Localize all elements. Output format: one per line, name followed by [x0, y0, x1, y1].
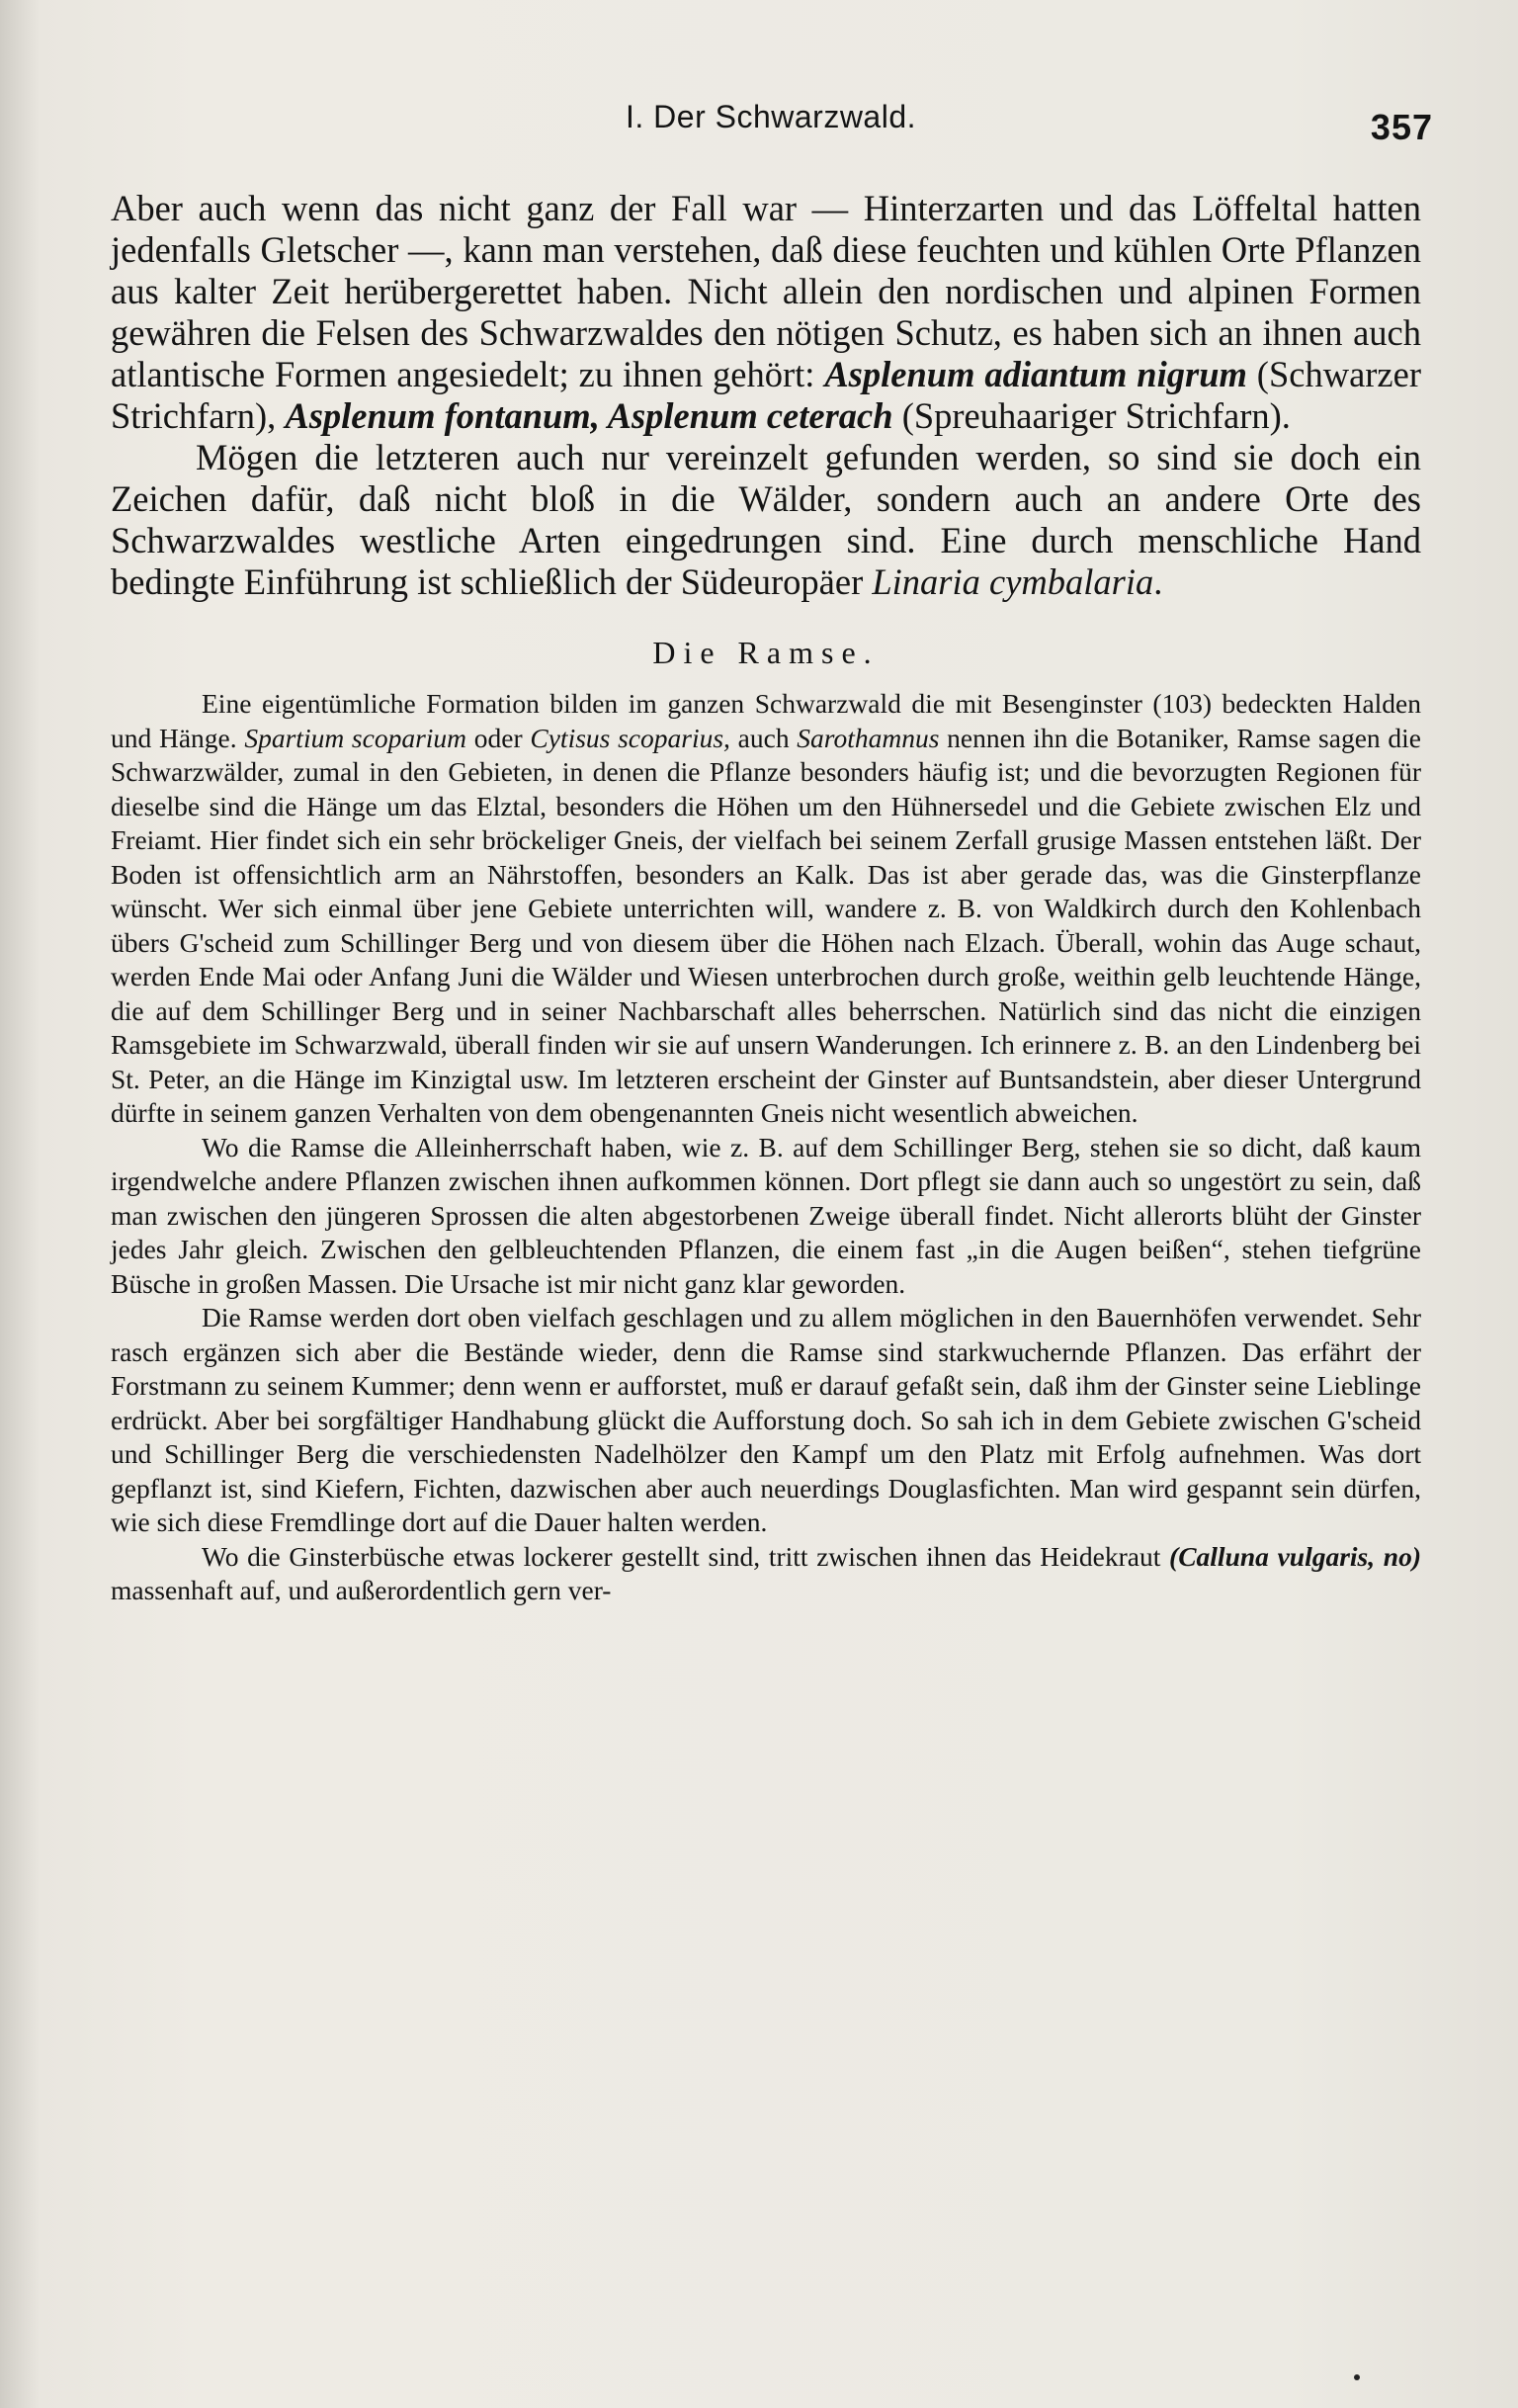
species-name: Spartium scoparium [244, 722, 467, 753]
paragraph [111, 1540, 1421, 1608]
species-name: (Calluna vulgaris, no) [1169, 1540, 1421, 1572]
section-heading: Die Ramse. [652, 635, 880, 670]
paragraph [111, 687, 1421, 1131]
paragraph: Wo die Ramse die Alleinherrschaft haben, wie z. B. auf dem Schillinger Berg, stehen sie so dicht, daß kaum irgendwelche andere Pflanzen zwischen ihnen aufkommen können. Dort pflegt sie dann auch so ungestört zu sein, daß man zwischen den jüngeren Sprossen die alten abgestorbenen Zweige überall findet. Nicht allerorts blüht der Ginster jedes Jahr gleich. Zwischen den gelbleuchtenden Pflanzen, die einem fast „in die Augen beißen“, stehen tiefgrüne Büsche in großen Massen. Die Ursache ist mir nicht ganz klar geworden. [111, 1131, 1421, 1299]
text-run: Aber auch wenn das nicht ganz der Fall war — Hinterzarten und das Löffeltal hatten jedenfalls Gletscher —, kann man verstehen, daß diese feuchten und kühlen Orte Pflanzen aus kalter Zeit herübergerettet haben. Nicht allein den nordischen und alpinen Formen gewähren die Felsen des Schwarzwaldes den nötigen Schutz, es haben sich an ihnen auch atlantische Formen angesiedelt; zu ihnen gehört: [111, 188, 1421, 394]
paragraph [111, 437, 1421, 603]
text-run: Eine eigentümliche Formation bilden im ganzen Schwarzwald die mit Besenginster (103) bedeckten Halden und Hänge. [111, 688, 1421, 753]
running-title: I. Der Schwarzwald. [625, 99, 917, 134]
text-run: auch [729, 722, 798, 753]
paragraph [111, 188, 1421, 437]
large-type-section [111, 188, 1421, 603]
text-run: (Spreuhaariger Strichfarn). [892, 395, 1291, 436]
text-run: Wo die Ginsterbüsche etwas lockerer gestellt sind, tritt zwischen ihnen das Heidekraut [202, 1540, 1170, 1572]
paragraph: Die Ramse werden dort oben vielfach geschlagen und zu allem möglichen in den Bauernhöfen verwendet. Sehr rasch ergänzen sich aber die Bestände wieder, denn die Ramse sind starkwuchernde Pflanzen. Das erfährt der Forstmann zu seinem Kummer; denn wenn er aufforstet, muß er darauf gefaßt sein, daß ihm der Ginster seine Lieblinge erdrückt. Aber bei sorgfältiger Handhabung glückt die Aufforstung doch. So sah ich in dem Gebiete zwischen G'scheid und Schillinger Berg die verschiedensten Nadelhölzer den Kampf um den Platz mit Erfolg aufnehmen. Was dort gepflanzt ist, sind Kiefern, Fichten, dazwischen aber auch neuerdings Douglasfichten. Man wird gespannt sein dürfen, wie sich diese Fremdlinge dort auf die Dauer halten werden. [111, 1302, 1421, 1537]
print-speck [1354, 2374, 1360, 2380]
text-run: oder [466, 722, 531, 753]
species-name: Cytisus scoparius, [530, 722, 730, 753]
small-type-section [111, 687, 1421, 1608]
species-name: Linaria cymbalaria [872, 561, 1154, 602]
text-run: massenhaft auf, und außerordentlich gern ver- [111, 1575, 612, 1605]
body-text [111, 188, 1421, 1608]
species-name: Asplenum adiantum nigrum [824, 354, 1247, 394]
species-name: Sarothamnus [797, 722, 940, 753]
page-number: 357 [1370, 107, 1433, 147]
text-run: nennen ihn die Botaniker, Ramse sagen die Schwarzwälder, zumal in den Gebieten, in denen die Pflanze besonders häufig ist; und die bevorzugten Regionen für dieselbe sind die Hänge um das Elztal, besonders die Höhen um den Hühnersedel und die Gebiete zwischen Elz und Freiamt. Hier findet sich ein sehr bröckeliger Gneis, der vielfach bei seinem Zerfall grusige Massen entstehen läßt. Der Boden ist offensichtlich arm an Nährstoffen, besonders an Kalk. Das ist aber gerade das, was die Ginsterpflanze wünscht. Wer sich einmal über jene Gebiete unterrichten will, wandere z. B. von Waldkirch durch den Kohlenbach übers G'scheid zum Schillinger Berg und von diesem über die Höhen nach Elzach. Überall, wohin das Auge schaut, werden Ende Mai oder Anfang Juni die Wälder und Wiesen unterbrochen durch große, weithin gelb leuchtende Hänge, die auf dem Schillinger Berg und in seiner Nachbarschaft alles beherrschen. Natürlich sind das nicht die einzigen Ramsgebiete im Schwarzwald, überall finden wir sie auf unsern Wanderungen. Ich erinnere z. B. an den Lindenberg bei St. Peter, an die Hänge im Kinzigtal usw. Im letzteren erscheint der Ginster auf Buntsandstein, aber dieser Untergrund dürfte in seinem ganzen Verhalten von dem obengenannten Gneis nicht wesentlich abweichen. [111, 722, 1421, 1128]
text-run: Mögen die letzteren auch nur vereinzelt gefunden werden, so sind sie doch ein Zeichen dafür, daß nicht bloß in die Wälder, sondern auch an andere Orte des Schwarzwaldes westliche Arten eingedrungen sind. Eine durch menschliche Hand bedingte Einführung ist schließlich der Südeuropäer [111, 437, 1421, 602]
page-header [109, 99, 1433, 148]
text-run: . [1153, 561, 1163, 602]
text-run: (Schwarzer Strichfarn), [111, 354, 1421, 436]
species-name: Asplenum fontanum, Asplenum ceterach [285, 395, 893, 436]
